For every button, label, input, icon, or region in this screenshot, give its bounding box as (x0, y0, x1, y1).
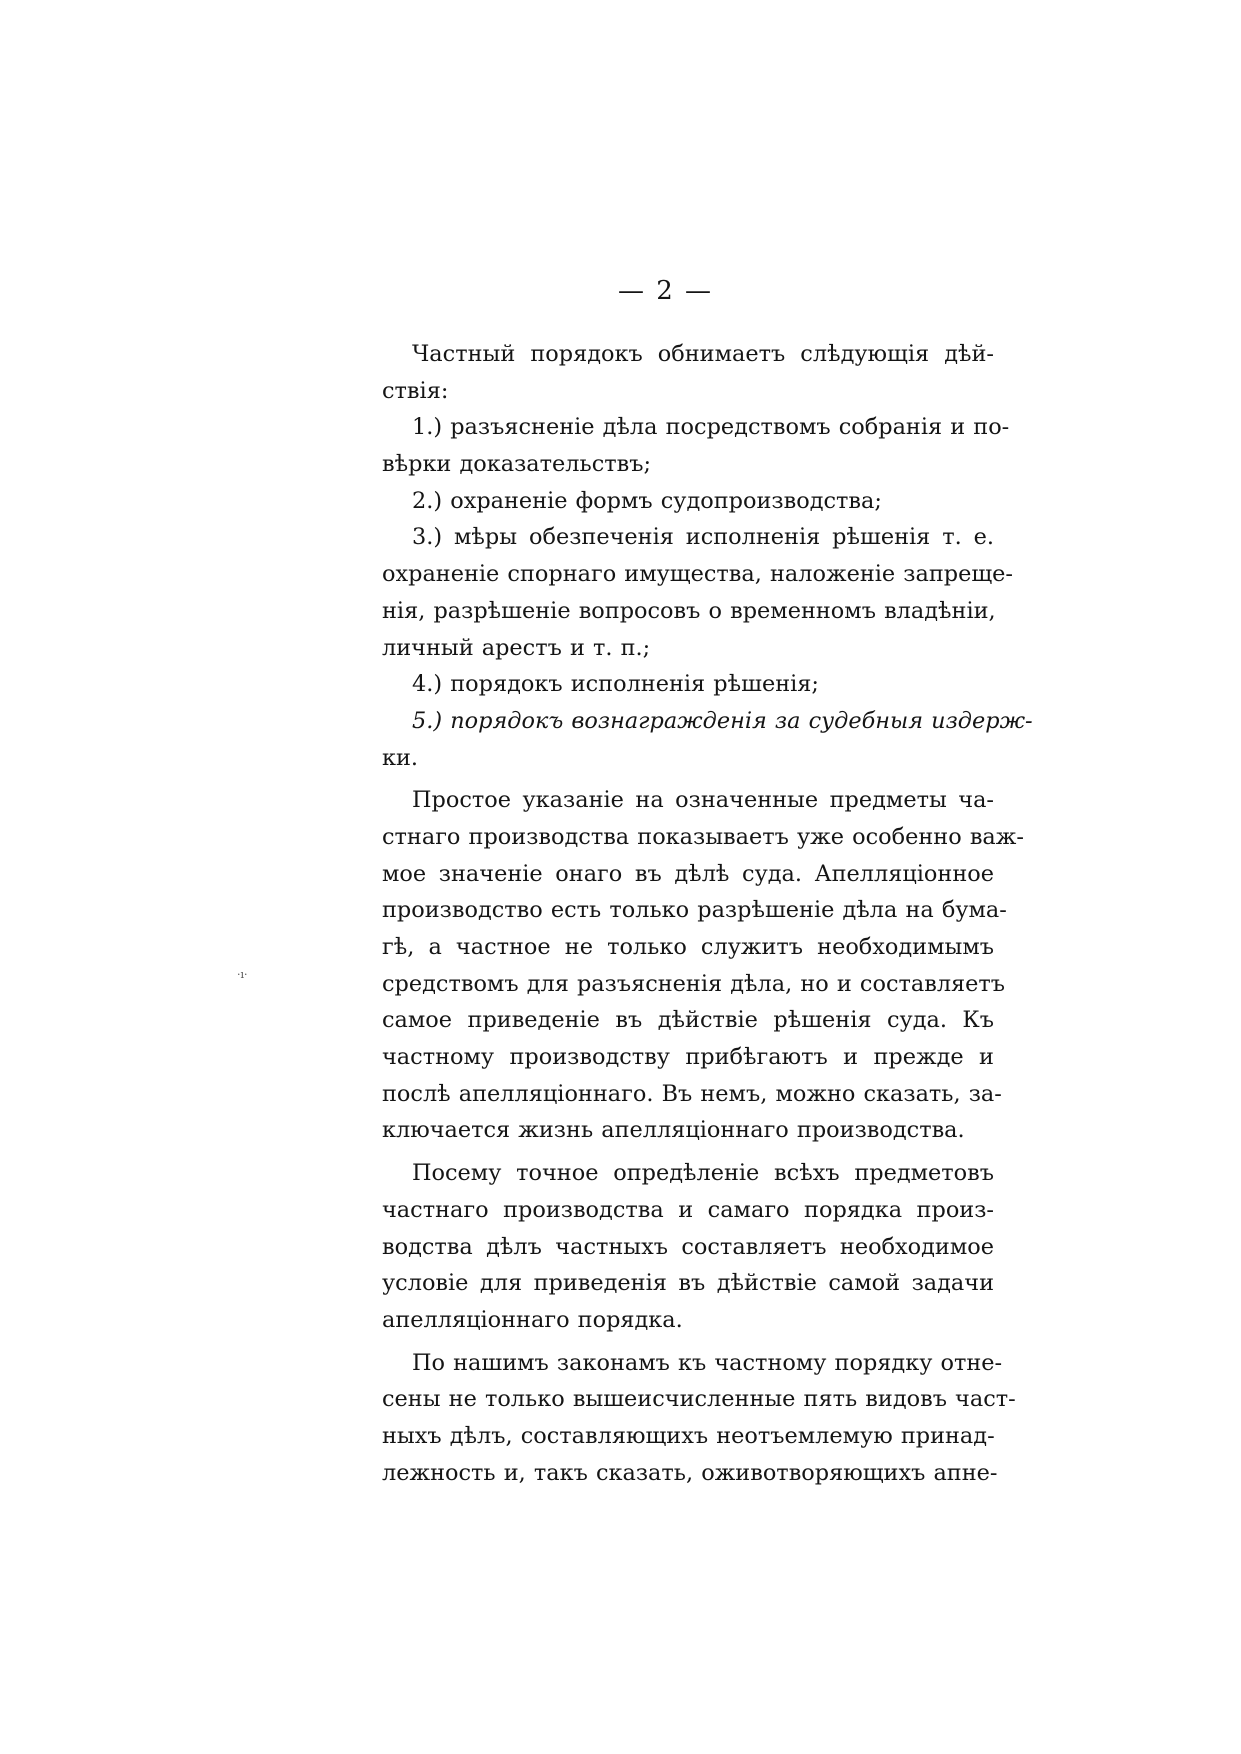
list-item (382, 483, 994, 520)
text-line: личный арестъ и т. п.; (382, 634, 651, 661)
text-line: вѣрки доказательствъ; (382, 451, 652, 478)
text-line: производство есть только разрѣшеніе дѣла на бума- (382, 897, 1007, 924)
text-line: средствомъ для разъясненія дѣла, но и составляетъ (382, 970, 1006, 997)
text-line: Простое указаніе на означенные предметы ча- (412, 787, 994, 814)
text-line: 4.) порядокъ исполненія рѣшенія; (412, 671, 819, 698)
text-line: 5.) порядокъ вознагражденія за судебныя издерж- (412, 707, 1033, 734)
text-line: условіе для приведенія въ дѣйствіе самой задачи (382, 1270, 994, 1297)
text-line: самое приведеніе въ дѣйствіе рѣшенія суда. Къ (382, 1007, 994, 1034)
paragraph (382, 336, 994, 409)
text-line: ки. (382, 744, 419, 771)
text-line: Посему точное опредѣленіе всѣхъ предметовъ (412, 1160, 994, 1187)
list-item (382, 666, 994, 703)
text-line: По нашимъ законамъ къ частному порядку отне- (412, 1349, 1003, 1376)
text-line: 1.) разъясненіе дѣла посредствомъ собранія и по- (412, 414, 1010, 441)
page-number: — 2 — (617, 276, 714, 306)
text-line: 2.) охраненіе формъ судопроизводства; (412, 487, 882, 514)
text-line: сены не только вышеисчисленные пять видовъ част- (382, 1386, 1016, 1413)
text-line: 3.) мѣры обезпеченія исполненія рѣшенія т. е. (412, 524, 994, 551)
paragraph (382, 1155, 994, 1338)
text-line: апелляціоннаго порядка. (382, 1306, 683, 1333)
text-line: ствія: (382, 377, 449, 404)
margin-mark: ·ı· (237, 968, 248, 981)
text-line: Частный порядокъ обнимаетъ слѣдующія дѣй- (412, 341, 994, 367)
list-item (382, 519, 1013, 666)
paragraph (382, 1345, 1016, 1492)
text-line: водства дѣлъ частныхъ составляетъ необходимое (382, 1233, 994, 1260)
text-line: нія, разрѣшеніе вопросовъ о временномъ владѣніи, (382, 597, 996, 624)
text-line: мое значеніе онаго въ дѣлѣ суда. Апелляціонное (382, 860, 994, 887)
list-item (382, 703, 1033, 776)
text-line: частнаго производства и самаго порядка произ- (382, 1196, 994, 1223)
text-line: лежность и, такъ сказать, оживотворяющихъ апне- (382, 1459, 998, 1486)
text-line: гѣ, а частное не только служитъ необходимымъ (382, 934, 994, 960)
text-line: ныхъ дѣлъ, составляющихъ неотъемлемую принад- (382, 1422, 995, 1449)
text-line: охраненіе спорнаго имущества, наложеніе запреще- (382, 561, 1013, 588)
list-item (382, 409, 1010, 482)
text-line: послѣ апелляціоннаго. Въ немъ, можно сказать, за- (382, 1080, 1002, 1107)
text-line: стнаго производства показываетъ уже особенно важ- (382, 823, 1024, 850)
paragraph (382, 782, 1024, 1149)
text-line: частному производству прибѣгаютъ и прежде и (382, 1044, 994, 1071)
text-line: ключается жизнь апелляціоннаго производства. (382, 1117, 965, 1144)
body-text (382, 336, 1033, 1491)
